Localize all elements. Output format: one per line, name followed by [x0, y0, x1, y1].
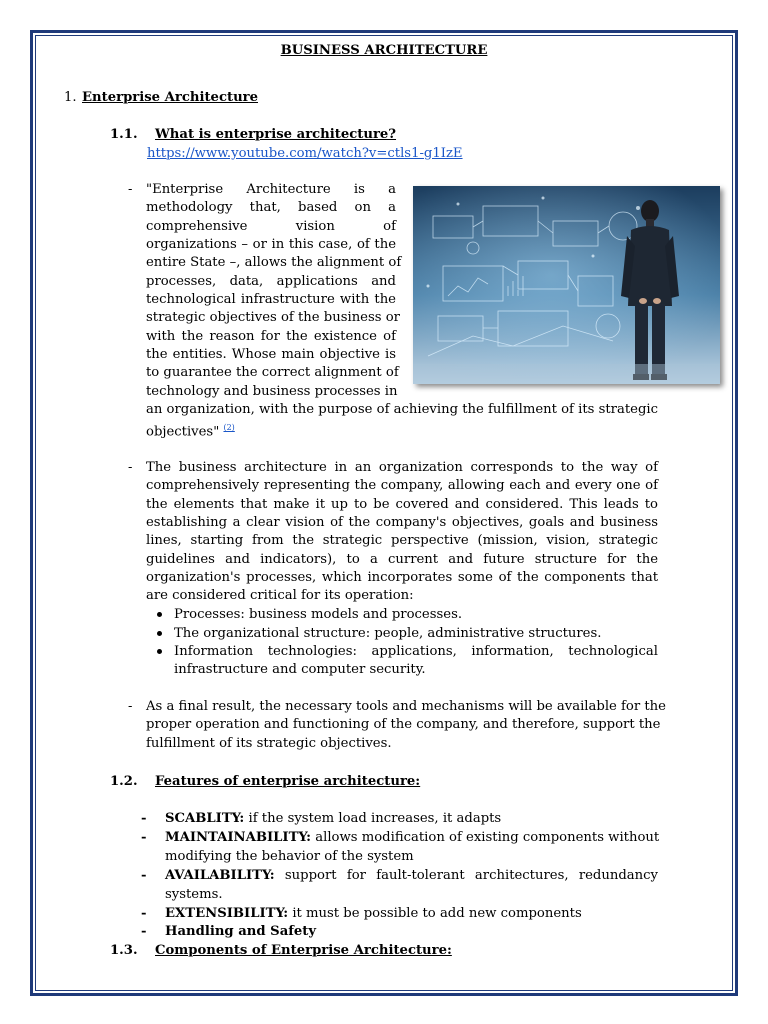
feature-description: allows modification of existing components without [311, 830, 660, 845]
text-line: entire State –, allows the alignment of [146, 255, 402, 271]
text-line: The business architecture in an organization corresponds to the way of [146, 460, 658, 475]
text-line: organization's processes, which incorporates some of the components that [146, 570, 658, 586]
feature-dash: - [141, 811, 147, 826]
feature-dash: - [141, 830, 147, 845]
text-line: objectives" $^{(2)}$ [146, 423, 235, 440]
section-1-1-heading: What is enterprise architecture? [155, 127, 397, 142]
feature-item [165, 810, 658, 828]
text-line: technology and business processes in [146, 383, 398, 399]
feature-description: if the system load increases, it adapts [244, 811, 502, 826]
paragraph-enterprise-architecture-definition [146, 181, 658, 440]
enterprise-architecture-illustration [413, 186, 720, 384]
dash-marker: - [128, 182, 133, 197]
feature-description-continued: systems. [165, 887, 223, 902]
text-line: lines, starting from the strategic perspective (mission, vision, strategic [146, 533, 658, 549]
section-1-3-number: 1.3. [110, 943, 138, 958]
text-line: with the reason for the existence of [146, 328, 396, 344]
bullet-marker [157, 649, 162, 654]
feature-description: support for fault-tolerant architectures, redundancy [274, 868, 658, 883]
feature-dash: - [141, 924, 147, 939]
section-1-1-number: 1.1. [110, 127, 138, 142]
text-line: to guarantee the correct alignment of [146, 365, 399, 381]
text-line: an organization, with the purpose of achieving the fulfillment of its strategic [146, 402, 658, 418]
text-line: fulfillment of its strategic objectives. [146, 735, 392, 751]
text-line: technological infrastructure with the [146, 292, 396, 308]
feature-item [165, 867, 658, 885]
section-1-number: 1. [64, 90, 77, 105]
bullet-marker [157, 631, 162, 636]
bullet-marker [157, 612, 162, 617]
feature-item [165, 905, 658, 923]
bullet-processes: Processes: business models and processes. [174, 607, 463, 622]
youtube-link[interactable]: https://www.youtube.com/watch?v=ctls1-g1IzE [147, 146, 463, 161]
feature-term: SCABLITY: [165, 811, 245, 826]
text-line: organizations – or in this case, of the [146, 237, 396, 253]
feature-term: Handling and Safety [165, 924, 317, 939]
section-1-heading: Enterprise Architecture [82, 90, 258, 105]
feature-term: MAINTAINABILITY: [165, 830, 312, 845]
text-line: guidelines and indicators), to a current and future structure for the [146, 551, 658, 567]
feature-description-continued: modifying the behavior of the system [165, 849, 414, 864]
feature-dash: - [141, 906, 147, 921]
feature-term: EXTENSIBILITY: [165, 906, 289, 921]
feature-description: it must be possible to add new components [288, 906, 582, 921]
text-line: comprehensive vision of [146, 218, 396, 234]
text-line: infrastructure and computer security. [174, 662, 426, 678]
feature-term: AVAILABILITY: [165, 868, 275, 883]
text-line: As a final result, the necessary tools and mechanisms will be available for the [146, 699, 666, 714]
dash-marker: - [128, 699, 133, 714]
feature-item [165, 923, 658, 941]
document-title: BUSINESS ARCHITECTURE [280, 43, 488, 58]
text-line: the elements that make it up to be covered and considered. This leads to [146, 496, 658, 512]
text-line: strategic objectives of the business or [146, 310, 400, 326]
paragraph-final-result [146, 698, 666, 753]
text-line: processes, data, applications and [146, 273, 396, 289]
text-line: "Enterprise Architecture is a [146, 182, 396, 197]
text-line: are considered critical for its operation: [146, 588, 414, 604]
section-1-3-heading: Components of Enterprise Architecture: [155, 943, 452, 958]
man-facing-diagram-wall-image [413, 186, 720, 384]
bullet-organizational-structure: The organizational structure: people, administrative structures. [174, 626, 602, 641]
feature-dash: - [141, 868, 147, 883]
dash-marker: - [128, 460, 133, 475]
text-line: the entities. Whose main objective is [146, 347, 396, 363]
bullet-information-technologies [174, 643, 658, 680]
reference-link[interactable]: (2) [223, 423, 235, 433]
text-line: methodology that, based on a [146, 200, 396, 216]
text-line: establishing a clear vision of the company's objectives, goals and business [146, 515, 658, 531]
text-line: proper operation and functioning of the company, and therefore, support the [146, 717, 661, 733]
feature-item [165, 829, 658, 847]
text-line: Information technologies: applications, information, technological [174, 644, 658, 659]
text-line: comprehensively representing the company, allowing each and every one of [146, 478, 658, 494]
section-1-2-heading: Features of enterprise architecture: [155, 774, 421, 789]
section-1-2-number: 1.2. [110, 774, 138, 789]
paragraph-business-architecture [146, 459, 658, 606]
